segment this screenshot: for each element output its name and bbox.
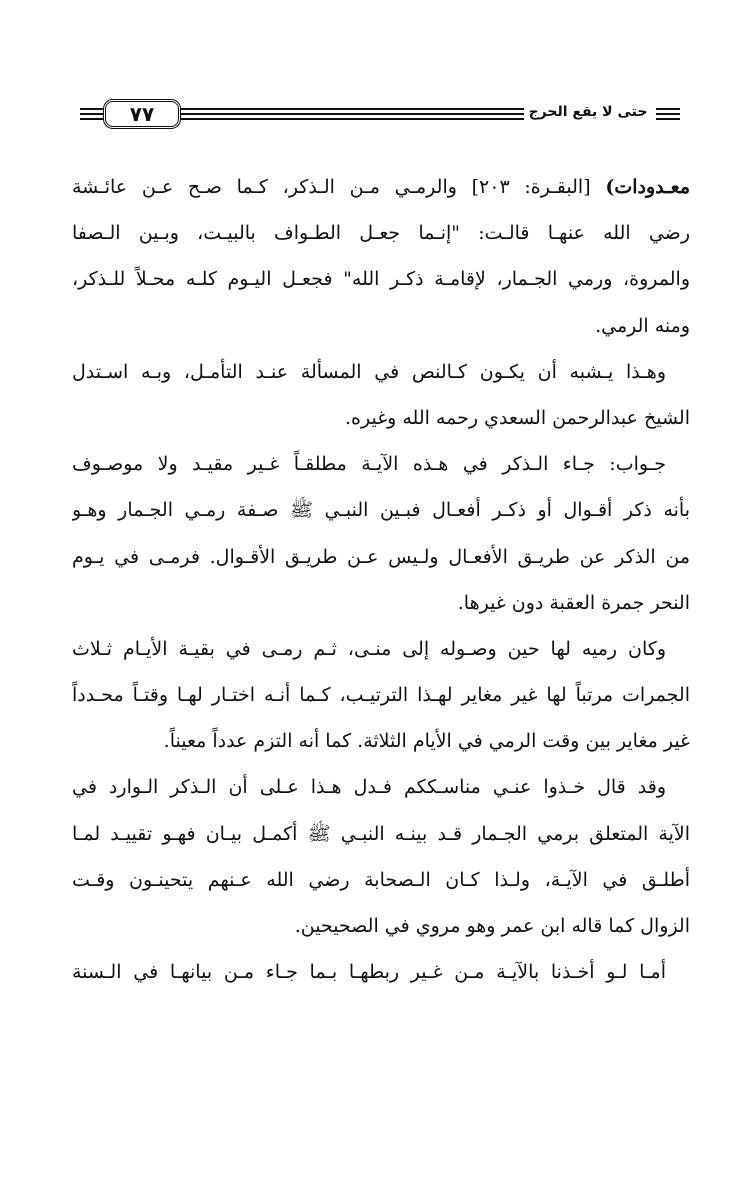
text-line: الجمرات مرتباً لها غير مغاير لهـذا الترتيـب، كـما أنـه اختـار لهـا وقتـاً محـدداً [72,684,690,707]
paragraph [72,441,690,626]
text-line: بأنه ذكر أقـوال أو ذكـر أفعـال فبـين النبـي ﷺ صـفة رمـي الجـمار وهـو [72,499,690,522]
body-text [72,164,690,995]
text-line: من الذكر عن طريـق الأفعـال ولـيس عـن طريـق الأقـوال. فرمـى في يـوم [72,545,690,568]
text-line: غير مغاير بين وقت الرمي في الأيام الثلاثة. كما أنه التزم عدداً معيناً. [163,730,690,753]
text-line: جـواب: جـاء الـذكر في هـذه الآيـة مطلقـاً غـير مقيـد ولا موصـوف [72,453,666,476]
quran-ref-word: معـدودات) [605,176,690,198]
text-line: ومنه الرمي. [595,314,690,337]
paragraph [72,349,690,441]
paragraph [72,764,690,949]
text-line: وقد قال خـذوا عنـي مناسـككم فـدل هـذا عـلى أن الـذكر الـوارد في [72,776,666,799]
text-line: الآية المتعلق برمي الجـمار قـد بينـه النبـي ﷺ أكمـل بيـان فهـو تقييـد لمـا [72,822,690,845]
page-number: ٧٧ [129,102,155,126]
text-line: رضي الله عنهـا قالـت: "إنـما جعـل الطـواف بالبيـت، وبـين الـصفا [72,222,690,245]
text-line [72,164,690,210]
page-header [80,96,680,136]
text-line: وكان رميه لها حين وصـوله إلى منـى، ثـم رمـى في بقيـة الأيـام ثـلاث [72,637,666,660]
paragraph [72,626,690,765]
line-text: [البقـرة: ٢٠٣] والرمـي مـن الـذكر، كـما صـح عـن عائـشة [72,176,606,198]
paragraph [72,164,690,349]
running-title: حتى لا يقع الحرج [528,104,648,120]
page-number-frame [103,99,181,129]
text-line: والمروة، ورمي الجـمار، لإقامـة ذكـر الله" فجعـل اليـوم كلـه محـلاً للـذكر، [72,268,690,291]
paragraph [72,949,690,995]
text-line: الزوال كما قاله ابن عمر وهو مروي في الصحيحين. [294,915,690,937]
text-line: وهـذا يـشبه أن يكـون كـالنص في المسألة عنـد التأمـل، وبـه اسـتدل [72,360,666,383]
text-line: أطلـق في الآيـة، ولـذا كـان الـصحابة رضي الله عـنهم يتحينـون وقـت [72,868,690,891]
text-line: النحر جمرة العقبة دون غيرها. [457,591,690,614]
text-line: أمـا لـو أخـذنا بالآيـة مـن غـير ربطهـا بـما جـاء مـن بيانهـا في الـسنة [72,961,666,984]
text-line: الشيخ عبدالرحمن السعدي رحمه الله وغيره. [345,406,690,429]
